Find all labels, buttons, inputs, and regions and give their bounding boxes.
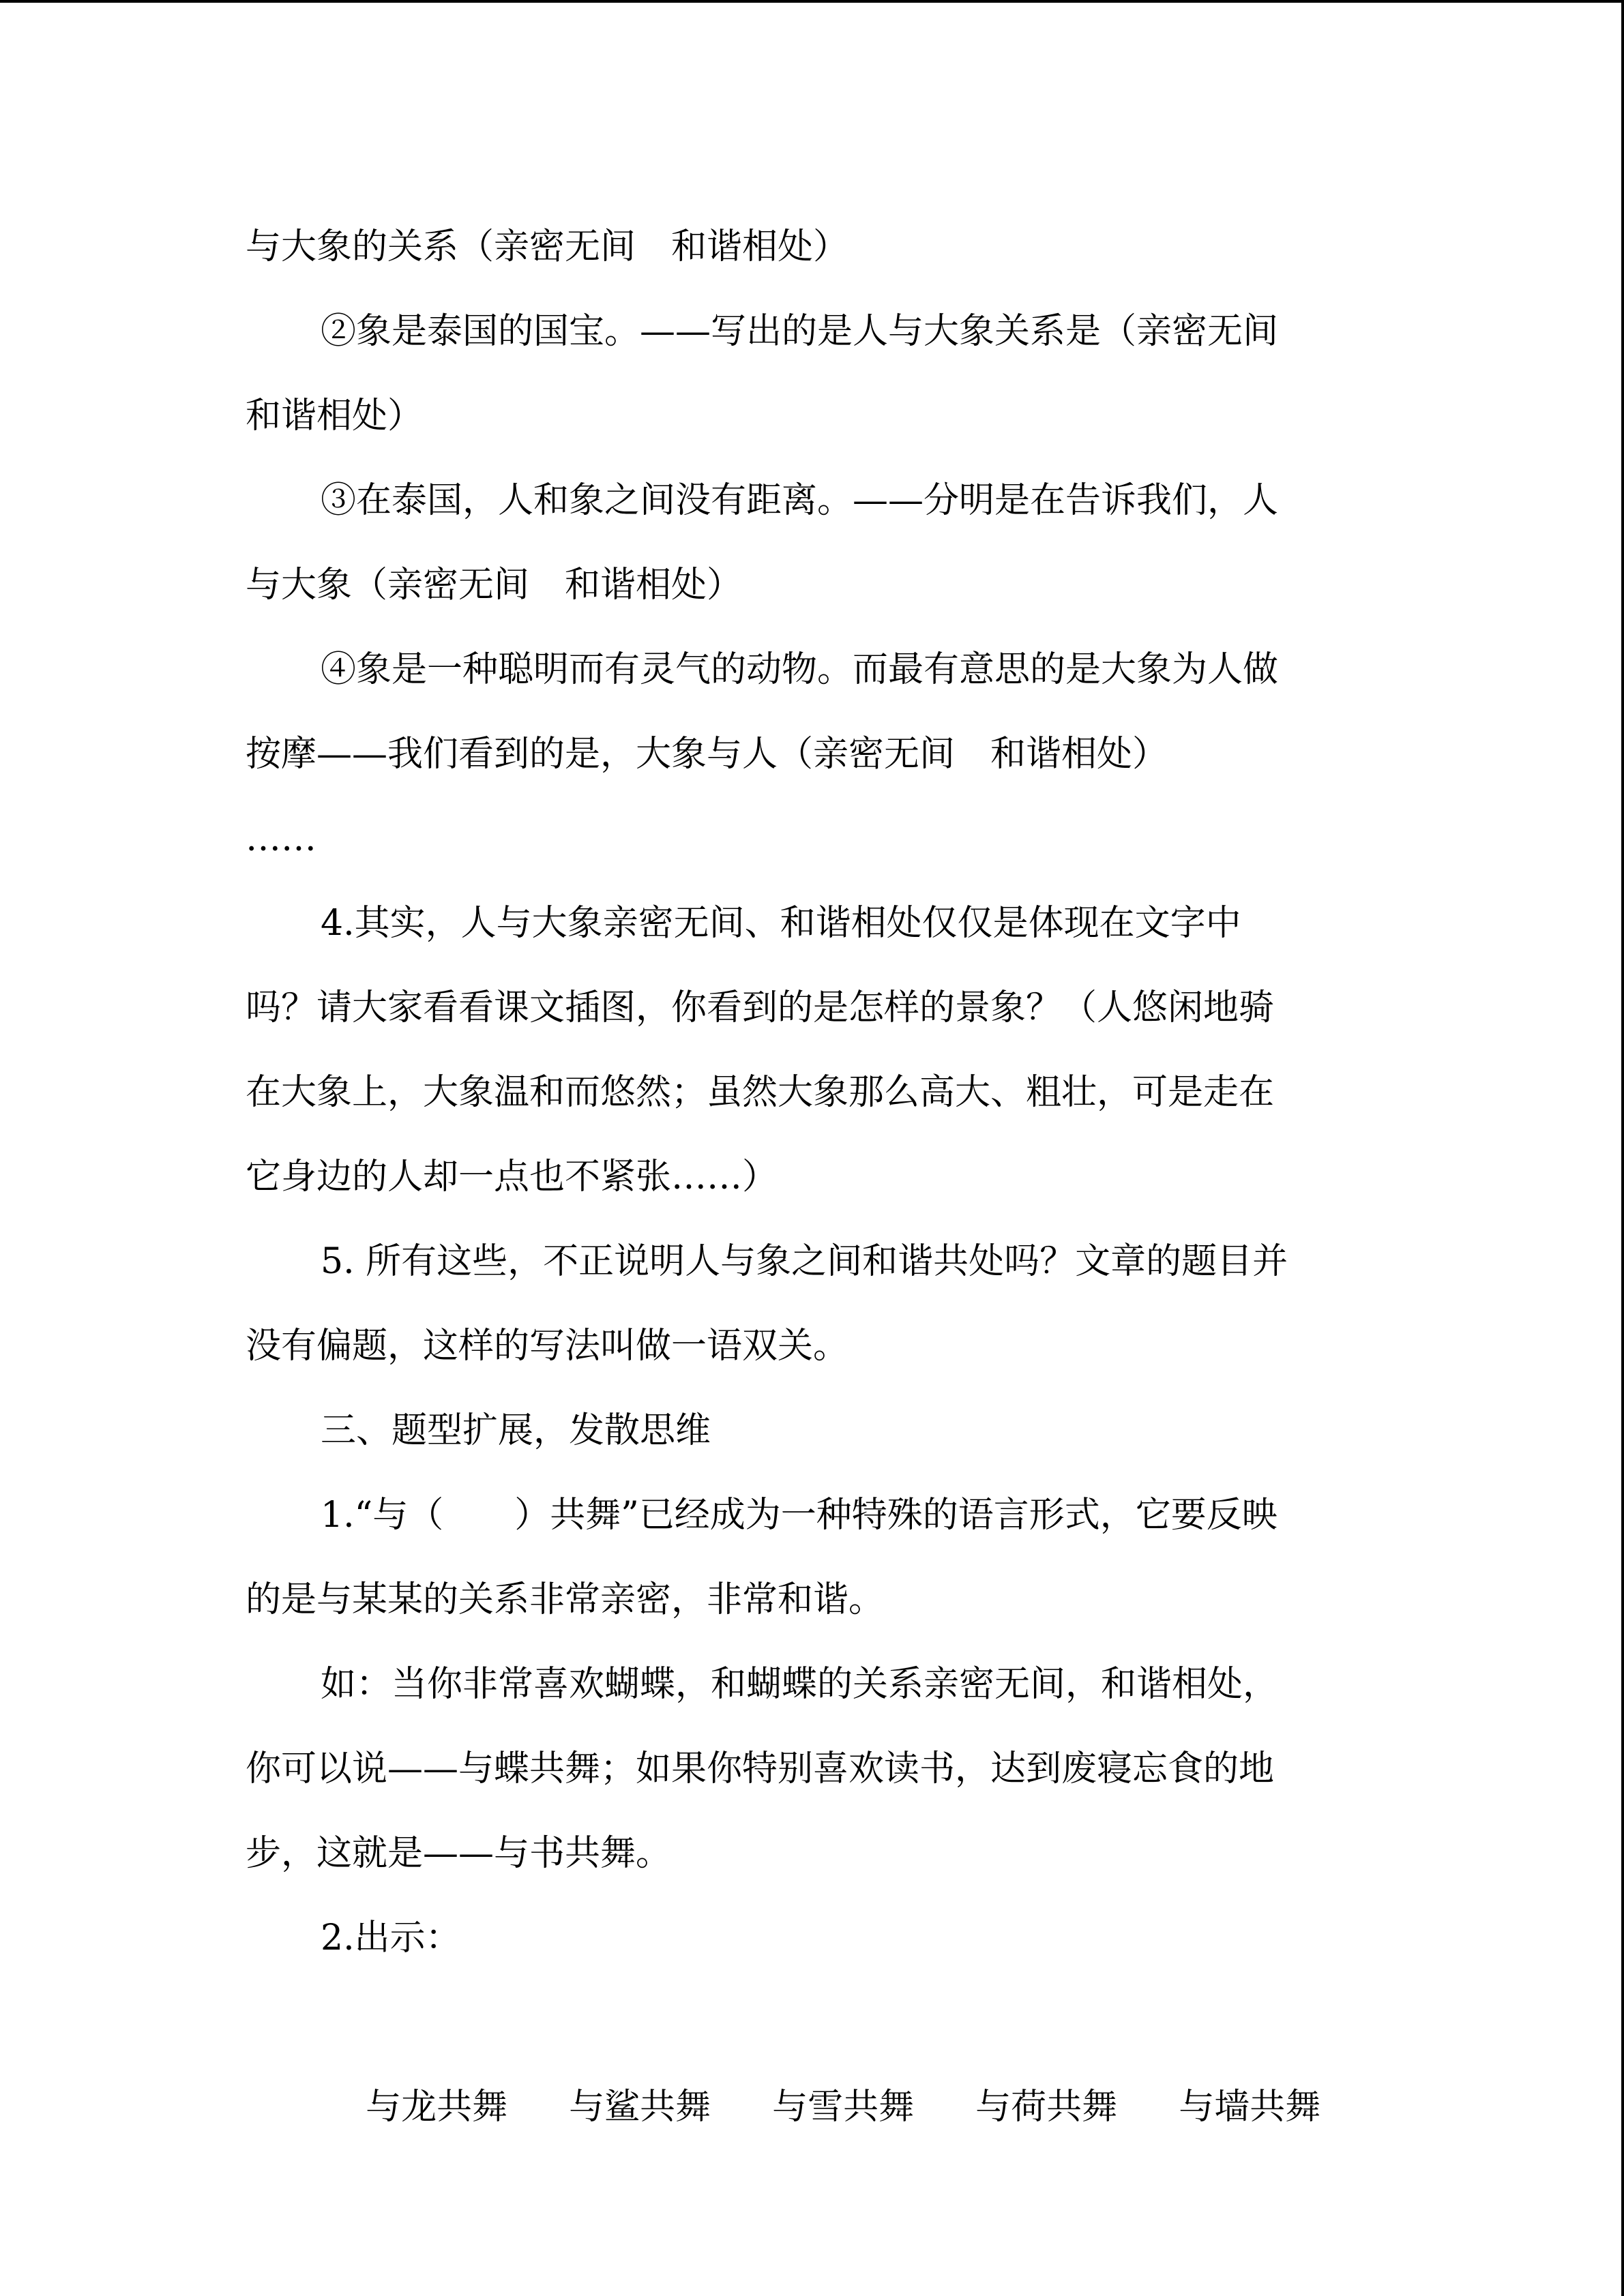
- page-top-border: [0, 0, 1624, 3]
- phrase-item: 与雪共舞: [772, 2087, 915, 2128]
- paragraph-line: ……: [246, 818, 316, 859]
- paragraph-line: 与大象（亲密无间 和谐相处）: [246, 565, 743, 606]
- paragraph-line: 步，这就是——与书共舞。: [246, 1833, 672, 1874]
- paragraph-line: ③在泰国，人和象之间没有距离。——分明是在告诉我们，人: [321, 480, 1279, 521]
- paragraph-line: 1.“与（ ）共舞”已经成为一种特殊的语言形式，它要反映: [321, 1495, 1278, 1536]
- paragraph-line: 按摩——我们看到的是，大象与人（亲密无间 和谐相处）: [246, 734, 1168, 775]
- paragraph-line: ②象是泰国的国宝。——写出的是人与大象关系是（亲密无间: [321, 311, 1279, 352]
- paragraph-line: 与大象的关系（亲密无间 和谐相处）: [246, 226, 849, 267]
- paragraph-line: 2.出示：: [321, 1918, 461, 1958]
- document-page: [246, 205, 1391, 2128]
- phrase-item: 与鲨共舞: [569, 2087, 711, 2128]
- paragraph-line: 没有偏题，这样的写法叫做一语双关。: [246, 1326, 849, 1367]
- paragraph-line: 吗？请大家看看课文插图，你看到的是怎样的景象？（人悠闲地骑: [246, 987, 1275, 1028]
- phrase-list: [246, 1980, 1391, 2128]
- document-body: [246, 205, 1391, 1980]
- paragraph-line: 你可以说——与蝶共舞；如果你特别喜欢读书，达到废寝忘食的地: [246, 1748, 1275, 1789]
- phrase-item: 与荷共舞: [975, 2087, 1118, 2128]
- phrase-item: 与龙共舞: [366, 2087, 508, 2128]
- paragraph-line: 如：当你非常喜欢蝴蝶，和蝴蝶的关系亲密无间，和谐相处，: [321, 1664, 1279, 1705]
- paragraph-line: ④象是一种聪明而有灵气的动物。而最有意思的是大象为人做: [321, 649, 1279, 690]
- paragraph-line: 4.其实，人与大象亲密无间、和谐相处仅仅是体现在文字中: [321, 903, 1241, 944]
- paragraph-line: 和谐相处）: [246, 396, 424, 436]
- phrase-item: 与墙共舞: [1179, 2087, 1321, 2128]
- page-right-border: [1621, 0, 1624, 2296]
- paragraph-line: 它身边的人却一点也不紧张……）: [246, 1157, 778, 1197]
- section-heading: 三、题型扩展，发散思维: [321, 1410, 711, 1451]
- paragraph-line: 在大象上，大象温和而悠然；虽然大象那么高大、粗壮，可是走在: [246, 1072, 1275, 1113]
- paragraph-line: 的是与某某的关系非常亲密，非常和谐。: [246, 1579, 885, 1620]
- paragraph-line: 5. 所有这些，不正说明人与象之间和谐共处吗？文章的题目并: [321, 1241, 1288, 1282]
